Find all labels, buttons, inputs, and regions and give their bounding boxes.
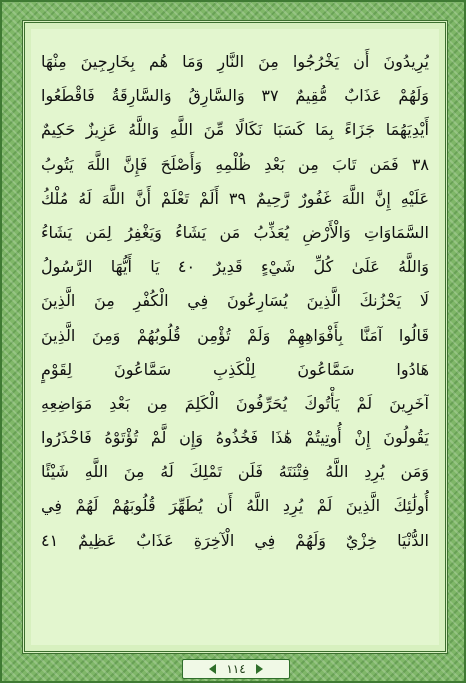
verse-line: الدُّنْيَا خِزْيٌ وَلَهُمْ فِي الْآخِرَةِ عَذَابٌ عَظِيمٌ ٤١ (41, 530, 429, 550)
verse-line: هَادُوا سَمَّاعُونَ لِلْكَذِبِ سَمَّاعُونَ لِقَوْمٍ (41, 359, 429, 379)
verse-line: وَاللَّهُ عَلَىٰ كُلِّ شَيْءٍ قَدِيرٌ ٤٠ يَا أَيُّهَا الرَّسُولُ (41, 257, 429, 277)
previous-page-icon[interactable] (209, 664, 216, 674)
verse-lines (41, 45, 429, 558)
text-border (22, 20, 448, 654)
verse-line: أُولَٰئِكَ الَّذِينَ لَمْ يُرِدِ اللَّهُ أَن يُطَهِّرَ قُلُوبَهُمْ لَهُمْ فِي (41, 496, 429, 516)
verse-line: عَلَيْهِ إِنَّ اللَّهَ غَفُورٌ رَّحِيمٌ ٣٩ أَلَمْ تَعْلَمْ أَنَّ اللَّهَ لَهُ مُلْكُ (41, 188, 429, 208)
verse-line: آخَرِينَ لَمْ يَأْتُوكَ يُحَرِّفُونَ الْكَلِمَ مِن بَعْدِ مَوَاضِعِهِ (41, 393, 429, 413)
verse-line: لَا يَحْزُنكَ الَّذِينَ يُسَارِعُونَ فِي الْكُفْرِ مِنَ الَّذِينَ (41, 291, 429, 311)
page-number: ١١٤ (226, 662, 246, 676)
text-panel (31, 29, 439, 645)
verse-line: قَالُوا آمَنَّا بِأَفْوَاهِهِمْ وَلَمْ تُؤْمِن قُلُوبُهُمْ وَمِنَ الَّذِينَ (41, 325, 429, 345)
verse-line: ٣٨ فَمَن تَابَ مِن بَعْدِ ظُلْمِهِ وَأَصْلَحَ فَإِنَّ اللَّهَ يَتُوبُ (41, 154, 429, 174)
verse-line: وَلَهُمْ عَذَابٌ مُّقِيمٌ ٣٧ وَالسَّارِقُ وَالسَّارِقَةُ فَاقْطَعُوا (41, 86, 429, 106)
page-number-bar (182, 659, 290, 679)
verse-line: أَيْدِيَهُمَا جَزَاءً بِمَا كَسَبَا نَكَالًا مِّنَ اللَّهِ وَاللَّهُ عَزِيزٌ حَكِيمٌ (41, 120, 429, 140)
verse-line: السَّمَاوَاتِ وَالْأَرْضِ يُعَذِّبُ مَن يَشَاءُ وَيَغْفِرُ لِمَن يَشَاءُ (41, 222, 429, 242)
verse-line: يُرِيدُونَ أَن يَخْرُجُوا مِنَ النَّارِ وَمَا هُم بِخَارِجِينَ مِنْهَا (41, 52, 429, 71)
verse-line: وَمَن يُرِدِ اللَّهُ فِتْنَتَهُ فَلَن تَمْلِكَ لَهُ مِنَ اللَّهِ شَيْئًا (41, 462, 429, 482)
next-page-icon[interactable] (256, 664, 263, 674)
verse-line: يَقُولُونَ إِنْ أُوتِيتُمْ هَٰذَا فَخُذُوهُ وَإِن لَّمْ تُؤْتَوْهُ فَاحْذَرُوا (41, 428, 429, 448)
